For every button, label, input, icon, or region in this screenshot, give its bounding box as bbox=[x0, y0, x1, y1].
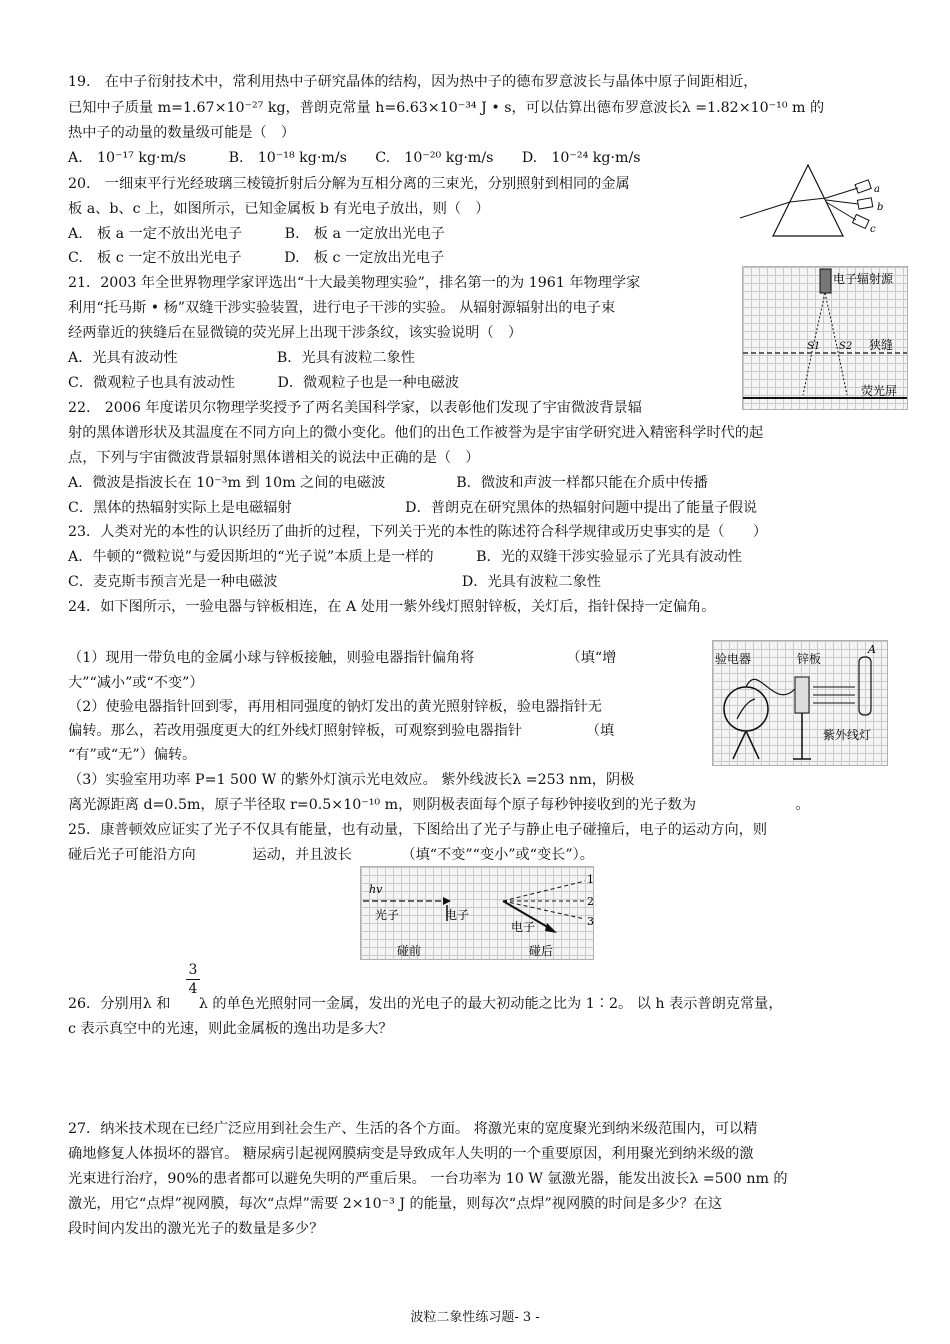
q24-part1-line-1: （1）现用一带负电的金属小球与锌板接触，则验电器指针偏角将 （填“增 bbox=[68, 650, 617, 666]
q21-line-2: 利用“托马斯 • 杨”双缝干涉实验装置，进行电子干涉的实验。 从辐射源辐射出的电子束 bbox=[68, 300, 616, 316]
electroscope-leg-right bbox=[746, 731, 759, 759]
q19-options: A. 10⁻¹⁷ kg·m/s B. 10⁻¹⁸ kg·m/s C. 10⁻²⁰ kg·m/s D. 10⁻²⁴ kg·m/s bbox=[68, 150, 641, 166]
electron-source-box bbox=[820, 269, 831, 293]
plate-b bbox=[857, 198, 872, 209]
q26-line-2: c 表示真空中的光速，则此金属板的逸出功是多大？ bbox=[68, 1021, 393, 1037]
compton-figure bbox=[360, 866, 594, 960]
beam-right bbox=[825, 293, 837, 347]
s2-label: S2 bbox=[839, 341, 853, 352]
refracted-ray bbox=[790, 198, 826, 202]
q27-line-2: 确地修复人体损坏的器官。 糖尿病引起视网膜病变是导致成年人失明的一个重要原因，利用聚光到纳米级的激 bbox=[68, 1146, 754, 1162]
prism-figure bbox=[738, 160, 888, 240]
q27-line-4: 激光，用它“点焊”视网膜，每次“点焊”需要 2×10⁻³ J 的能量，则每次“点焊”视网膜的时间是多少？在这 bbox=[68, 1196, 723, 1212]
electroscope-needle bbox=[737, 699, 755, 719]
q23-options-ab: A．牛顿的“微粒说”与爱因斯坦的“光子说”本质上是一样的 B．光的双缝干涉实验显示了光具有波动性 bbox=[68, 549, 742, 565]
uv-lamp bbox=[859, 657, 871, 715]
path-1 bbox=[503, 881, 585, 901]
electroscope-figure bbox=[712, 640, 888, 766]
label-c: c bbox=[870, 224, 876, 235]
photon-label: 光子 bbox=[375, 908, 400, 922]
after-label: 碰后 bbox=[529, 944, 554, 958]
q25-line-2: 碰后光子可能沿方向 运动，并且波长 （填“不变”“变小”或“变长”）。 bbox=[68, 847, 594, 863]
q25-line-1: 25．康普顿效应证实了光子不仅具有能量，也有动量，下图给出了光子与静止电子碰撞后，电子的运动方向，则 bbox=[68, 822, 768, 838]
ray-b bbox=[826, 200, 858, 204]
before-label: 碰前 bbox=[397, 944, 422, 958]
electron-arrowhead bbox=[545, 923, 557, 933]
q20-options-cd: C. 板 c 一定不放出光电子 D. 板 c 一定放出光电子 bbox=[68, 250, 445, 266]
q24-part3-line-2: 离光源距离 d=0.5m，原子半径取 r=0.5×10⁻¹⁰ m，则阴极表面每个原子每秒钟接收到的光子数为 。 bbox=[68, 797, 810, 813]
beam-right-lower bbox=[837, 347, 847, 395]
beam-left-lower bbox=[803, 347, 813, 395]
s1-label: S1 bbox=[807, 341, 821, 352]
q19-line-2: 已知中子质量 m=1.67×10⁻²⁷ kg，普朗克常量 h=6.63×10⁻³⁴ J • s，可以估算出德布罗意波长λ =1.82×10⁻¹⁰ m 的 bbox=[68, 100, 825, 116]
path-3 bbox=[503, 901, 585, 919]
q19-line-3: 热中子的动量的数量级可能是（ ） bbox=[68, 125, 296, 141]
source-label: 电子辐射源 bbox=[833, 272, 894, 286]
plate-a bbox=[855, 180, 871, 193]
label-a: a bbox=[874, 184, 880, 195]
page-footer: 波粒二象性练习题- 3 - bbox=[410, 1310, 540, 1325]
electron-after-label: 电子 bbox=[511, 920, 536, 934]
path-3-label: 3 bbox=[587, 915, 594, 928]
hv-label: hv bbox=[369, 883, 383, 896]
slits-label: 狭缝 bbox=[869, 338, 894, 352]
fraction-three-quarters bbox=[186, 962, 200, 997]
q24-part2-line-3: “有”或“无”）偏转。 bbox=[68, 747, 197, 763]
q24-intro: 24．如下图所示，一验电器与锌板相连，在 A 处用一紫外线灯照射锌板，关灯后，指针保持一定偏角。 bbox=[68, 599, 716, 615]
q24-part2-line-2: 偏转。那么，若改用强度更大的红外线灯照射锌板，可观察到验电器指针 （填 bbox=[68, 723, 615, 739]
q21-options-ab: A．光具有波动性 B．光具有波粒二象性 bbox=[68, 350, 415, 366]
q24-part1-line-2: 大”“减小”或“不变”） bbox=[68, 675, 204, 691]
point-a-label: A bbox=[868, 643, 876, 656]
q19-line-1: 19. 在中子衍射技术中，常利用热中子研究晶体的结构，因为热中子的德布罗意波长与晶体中原子间距相近， bbox=[68, 74, 758, 90]
electroscope-body bbox=[724, 687, 768, 731]
prism-diagram bbox=[738, 160, 888, 240]
connecting-wire bbox=[746, 679, 795, 694]
fraction-denominator: 4 bbox=[188, 981, 198, 997]
q21-options-cd: C．微观粒子也具有波动性 D．微观粒子也是一种电磁波 bbox=[68, 375, 460, 391]
double-slit-diagram bbox=[743, 267, 907, 409]
q22-line-2: 射的黑体谱形状及其温度在不同方向上的微小变化。他们的出色工作被誉为是宇宙学研究进入精密科学时代的起 bbox=[68, 425, 764, 441]
q20-line-1: 20. 一细束平行光经玻璃三棱镜折射后分解为互相分离的三束光，分别照射到相同的金属 bbox=[68, 176, 630, 192]
plate-c bbox=[853, 214, 869, 228]
double-slit-figure bbox=[742, 266, 908, 410]
q21-line-1: 21．2003 年全世界物理学家评选出“十大最美物理实验”，排名第一的为 1961 年物理学家 bbox=[68, 275, 641, 291]
label-b: b bbox=[877, 202, 884, 213]
q22-options-cd: C．黑体的热辐射实际上是电磁辐射 D．普朗克在研究黑体的热辐射问题中提出了能量子假说 bbox=[68, 500, 758, 516]
incident-arrowhead bbox=[443, 897, 451, 905]
q23-line-1: 23．人类对光的本性的认识经历了曲折的过程，下列关于光的本性的陈述符合科学规律或历史事实的是（ ） bbox=[68, 524, 768, 540]
q27-line-3: 光束进行治疗，90%的患者都可以避免失明的严重后果。 一台功率为 10 W 氩激光器，能发出波长λ =500 nm 的 bbox=[68, 1171, 788, 1187]
uv-lamp-label: 紫外线灯 bbox=[823, 728, 872, 742]
q22-line-1: 22. 2006 年度诺贝尔物理学奖授予了两名美国科学家，以表彰他们发现了宇宙微波背景辐 bbox=[68, 400, 642, 416]
path-1-label: 1 bbox=[587, 873, 594, 886]
screen-label: 荧光屏 bbox=[861, 384, 898, 398]
ray-a bbox=[826, 188, 858, 198]
q27-line-5: 段时间内发出的激光光子的数量是多少？ bbox=[68, 1221, 324, 1237]
q20-options-ab: A. 板 a 一定不放出光电子 B. 板 a 一定放出光电子 bbox=[68, 226, 445, 242]
q24-part2-line-1: （2）使验电器指针回到零，再用相同强度的钠灯发出的黄光照射锌板，验电器指针无 bbox=[68, 699, 602, 715]
electron-before-label: 电子 bbox=[445, 908, 470, 922]
q22-options-ab: A．微波是指波长在 10⁻³m 到 10m 之间的电磁波 B．微波和声波一样都只能在介质中传播 bbox=[68, 475, 708, 491]
q24-part3-line-1: （3）实验室用功率 P=1 500 W 的紫外灯演示光电效应。 紫外线波长λ =253 nm，阴极 bbox=[68, 772, 635, 788]
fraction-numerator: 3 bbox=[188, 962, 198, 978]
q22-line-3: 点，下列与宇宙微波背景辐射黑体谱相关的说法中正确的是（ ） bbox=[68, 450, 480, 466]
q21-line-3: 经两靠近的狭缝后在显微镜的荧光屏上出现干涉条纹，该实验说明（ ） bbox=[68, 325, 523, 341]
q27-line-1: 27．纳米技术现在已经广泛应用到社会生产、生活的各个方面。 将激光束的宽度聚光到纳米级范围内，可以精 bbox=[68, 1121, 758, 1137]
beam-left bbox=[813, 293, 825, 347]
q20-line-2: 板 a、b、c 上，如图所示，已知金属板 b 有光电子放出，则（ ） bbox=[68, 201, 490, 217]
q23-options-cd: C．麦克斯韦预言光是一种电磁波 D．光具有波粒二象性 bbox=[68, 574, 601, 590]
electroscope-diagram bbox=[713, 641, 887, 765]
electroscope-leg-left bbox=[733, 731, 746, 759]
path-2-label: 2 bbox=[587, 895, 594, 908]
compton-diagram bbox=[361, 867, 593, 959]
zinc-label: 锌板 bbox=[797, 652, 822, 666]
electroscope-label: 验电器 bbox=[715, 652, 752, 666]
zinc-plate bbox=[795, 677, 809, 713]
q26-line-1: 26．分别用λ 和 λ 的单色光照射同一金属，发出的光电子的最大初动能之比为 1∶2。 以 h 表示普朗克常量， bbox=[68, 996, 783, 1012]
